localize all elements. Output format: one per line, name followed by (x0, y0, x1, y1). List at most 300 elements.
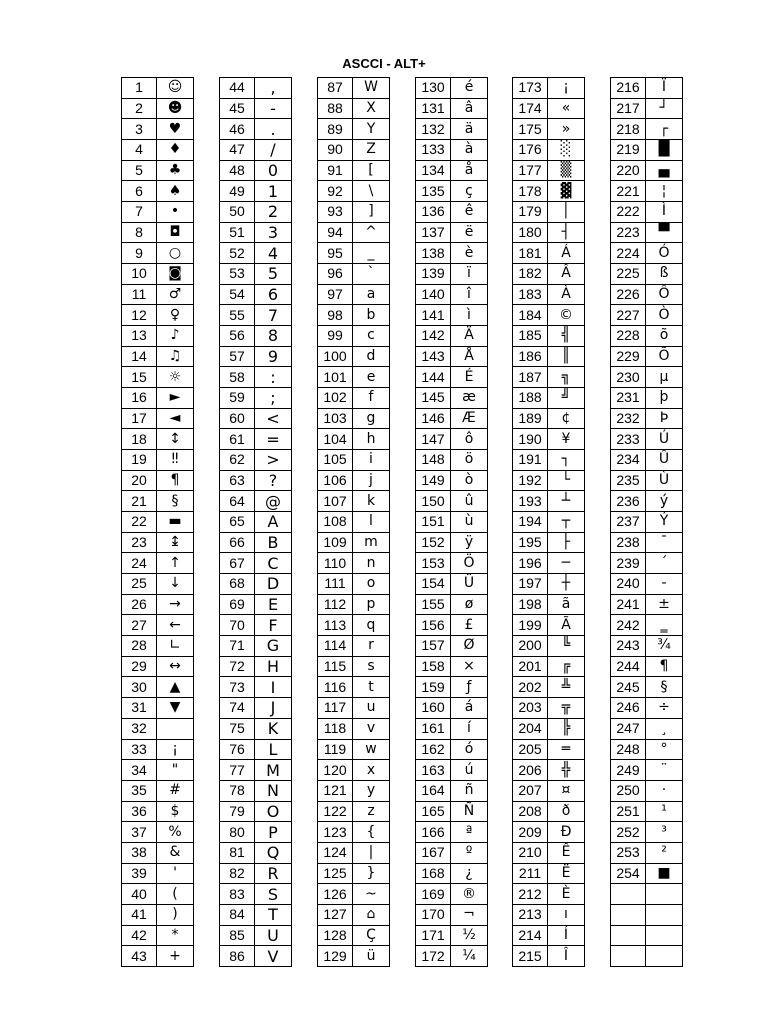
ascii-code-cell: 144 (416, 367, 451, 388)
ascii-char-cell: " (157, 760, 194, 781)
ascii-code-cell: 153 (416, 553, 451, 574)
ascii-char-cell: ⌂ (353, 904, 390, 925)
ascii-char-cell: █ (646, 140, 683, 161)
ascii-code-cell: 143 (416, 346, 451, 367)
ascii-char-cell: » (548, 119, 585, 140)
ascii-code-cell: 10 (122, 264, 157, 285)
table-row (318, 388, 390, 409)
table-row (513, 739, 585, 760)
ascii-code-cell: 125 (318, 863, 353, 884)
ascii-code-cell: 168 (416, 863, 451, 884)
ascii-char-cell: I (255, 677, 292, 698)
table-row (416, 326, 488, 347)
ascii-code-cell: 87 (318, 78, 353, 99)
ascii-code-cell: 113 (318, 615, 353, 636)
ascii-char-cell: Ç (353, 925, 390, 946)
page-title: ASCCI - ALT+ (342, 56, 426, 71)
ascii-code-cell: 81 (220, 842, 255, 863)
ascii-code-cell: 69 (220, 594, 255, 615)
table-row (611, 615, 683, 636)
table-row (220, 78, 292, 99)
table-row (611, 408, 683, 429)
ascii-char-cell: n (353, 553, 390, 574)
ascii-code-cell: 163 (416, 760, 451, 781)
ascii-code-cell: 52 (220, 243, 255, 264)
ascii-char-cell: : (255, 367, 292, 388)
ascii-char-cell: k (353, 491, 390, 512)
table-row (513, 904, 585, 925)
table-row (416, 863, 488, 884)
ascii-char-cell: ? (255, 470, 292, 491)
table-row (416, 532, 488, 553)
ascii-code-cell: 13 (122, 326, 157, 347)
table-row (122, 574, 194, 595)
ascii-code-cell: 54 (220, 284, 255, 305)
ascii-char-cell: ] (353, 202, 390, 223)
ascii-char-cell: Ï (646, 78, 683, 99)
ascii-code-cell: 78 (220, 780, 255, 801)
ascii-code-cell: 33 (122, 739, 157, 760)
table-row (611, 388, 683, 409)
ascii-char-cell: # (157, 780, 194, 801)
ascii-code-cell: 232 (611, 408, 646, 429)
ascii-code-cell: 222 (611, 202, 646, 223)
ascii-code-cell: 169 (416, 884, 451, 905)
ascii-code-cell: 31 (122, 698, 157, 719)
ascii-code-cell: 117 (318, 698, 353, 719)
ascii-char-cell: § (157, 491, 194, 512)
ascii-code-cell: 152 (416, 532, 451, 553)
ascii-code-cell: 65 (220, 512, 255, 533)
ascii-code-cell: 204 (513, 718, 548, 739)
ascii-char-cell: ê (451, 202, 488, 223)
ascii-char-cell: Û (646, 450, 683, 471)
table-row (220, 904, 292, 925)
table-row (416, 904, 488, 925)
ascii-char-cell: t (353, 677, 390, 698)
ascii-char-cell (157, 718, 194, 739)
table-row (318, 760, 390, 781)
ascii-code-cell: 250 (611, 780, 646, 801)
table-row (220, 863, 292, 884)
ascii-char-cell: > (255, 450, 292, 471)
ascii-code-cell: 101 (318, 367, 353, 388)
ascii-char-cell: Ñ (451, 801, 488, 822)
table-row (513, 78, 585, 99)
ascii-code-cell: 2 (122, 98, 157, 119)
ascii-char-cell: ├ (548, 532, 585, 553)
table-row (611, 574, 683, 595)
ascii-char-cell: y (353, 780, 390, 801)
ascii-char-cell: \ (353, 181, 390, 202)
table-row (122, 801, 194, 822)
table-row (220, 760, 292, 781)
table-row (416, 264, 488, 285)
ascii-char-cell: i (353, 450, 390, 471)
ascii-code-cell: 66 (220, 532, 255, 553)
table-row (318, 491, 390, 512)
ascii-char-cell: ð (548, 801, 585, 822)
ascii-code-cell: 9 (122, 243, 157, 264)
ascii-char-cell: | (353, 842, 390, 863)
table-row (513, 98, 585, 119)
ascii-code-cell: 145 (416, 388, 451, 409)
table-row (220, 739, 292, 760)
ascii-char-cell: × (451, 656, 488, 677)
ascii-char-cell: ♠ (157, 181, 194, 202)
ascii-code-cell: 132 (416, 119, 451, 140)
ascii-code-cell: 181 (513, 243, 548, 264)
ascii-char-cell: ♫ (157, 346, 194, 367)
ascii-char-cell: ª (451, 822, 488, 843)
table-row (513, 656, 585, 677)
ascii-code-cell: 17 (122, 408, 157, 429)
table-row (318, 78, 390, 99)
ascii-code-cell: 77 (220, 760, 255, 781)
ascii-code-cell: 234 (611, 450, 646, 471)
table-row (513, 326, 585, 347)
table-row (318, 326, 390, 347)
table-row (416, 822, 488, 843)
table-row (318, 615, 390, 636)
ascii-char-cell: ☼ (157, 367, 194, 388)
table-row (122, 760, 194, 781)
table-row (513, 946, 585, 967)
ascii-code-cell: 246 (611, 698, 646, 719)
ascii-char-cell: ┼ (548, 574, 585, 595)
ascii-code-cell: 74 (220, 698, 255, 719)
ascii-char-cell: & (157, 842, 194, 863)
table-row (611, 636, 683, 657)
table-row (416, 491, 488, 512)
table-row (611, 119, 683, 140)
ascii-char-cell: g (353, 408, 390, 429)
ascii-char-cell: · (646, 780, 683, 801)
ascii-char-cell: þ (646, 388, 683, 409)
ascii-char-cell: _ (353, 243, 390, 264)
ascii-char-cell: ¹ (646, 801, 683, 822)
ascii-char-cell: Ó (646, 243, 683, 264)
ascii-code-cell: 247 (611, 718, 646, 739)
ascii-char-cell: E (255, 594, 292, 615)
ascii-char-cell (646, 925, 683, 946)
ascii-code-cell: 44 (220, 78, 255, 99)
ascii-char-cell: h (353, 429, 390, 450)
ascii-code-cell: 200 (513, 636, 548, 657)
ascii-char-cell: ó (451, 739, 488, 760)
ascii-code-cell: 128 (318, 925, 353, 946)
ascii-char-cell: ▀ (646, 222, 683, 243)
ascii-code-cell: 22 (122, 512, 157, 533)
table-row (513, 346, 585, 367)
ascii-code-cell: 88 (318, 98, 353, 119)
table-row (513, 222, 585, 243)
ascii-code-cell: 122 (318, 801, 353, 822)
ascii-code-cell: 160 (416, 698, 451, 719)
table-row (416, 698, 488, 719)
table-row (513, 801, 585, 822)
ascii-char-cell: ø (451, 594, 488, 615)
ascii-char-cell: ◄ (157, 408, 194, 429)
ascii-char-cell: ï (451, 264, 488, 285)
table-row (513, 367, 585, 388)
table-row (513, 718, 585, 739)
ascii-code-cell: 171 (416, 925, 451, 946)
ascii-char-cell: ╬ (548, 760, 585, 781)
table-row (513, 780, 585, 801)
table-row (513, 388, 585, 409)
table-row (611, 222, 683, 243)
ascii-char-cell: e (353, 367, 390, 388)
table-row (416, 760, 488, 781)
ascii-char-cell: ; (255, 388, 292, 409)
ascii-char-cell: å (451, 160, 488, 181)
table-row (122, 429, 194, 450)
ascii-code-cell: 216 (611, 78, 646, 99)
table-row (513, 594, 585, 615)
table-row (513, 140, 585, 161)
table-row (318, 512, 390, 533)
ascii-code-cell (611, 904, 646, 925)
table-row (220, 243, 292, 264)
ascii-char-cell: á (451, 698, 488, 719)
ascii-code-cell: 193 (513, 491, 548, 512)
ascii-code-cell: 248 (611, 739, 646, 760)
table-row (513, 884, 585, 905)
ascii-code-cell: 60 (220, 408, 255, 429)
ascii-char-cell: Ë (548, 863, 585, 884)
table-row (416, 801, 488, 822)
ascii-char-cell: S (255, 884, 292, 905)
ascii-code-cell: 252 (611, 822, 646, 843)
table-row (318, 884, 390, 905)
table-row (611, 780, 683, 801)
ascii-code-cell: 157 (416, 636, 451, 657)
ascii-char-cell: → (157, 594, 194, 615)
ascii-char-cell: q (353, 615, 390, 636)
ascii-char-cell: Í (548, 925, 585, 946)
table-row (513, 243, 585, 264)
table-row (611, 346, 683, 367)
ascii-code-cell: 26 (122, 594, 157, 615)
table-row (122, 698, 194, 719)
ascii-char-cell: ► (157, 388, 194, 409)
table-row (122, 594, 194, 615)
table-row (122, 636, 194, 657)
table-row (318, 574, 390, 595)
ascii-char-cell: ^ (353, 222, 390, 243)
table-row (416, 450, 488, 471)
ascii-code-cell: 112 (318, 594, 353, 615)
ascii-char-cell: Y (353, 119, 390, 140)
ascii-code-cell: 64 (220, 491, 255, 512)
ascii-char-cell: ╝ (548, 388, 585, 409)
ascii-char-cell: @ (255, 491, 292, 512)
table-row (513, 760, 585, 781)
table-row (318, 925, 390, 946)
ascii-char-cell: z (353, 801, 390, 822)
ascii-char-cell: ☻ (157, 98, 194, 119)
ascii-char-cell (646, 884, 683, 905)
ascii-code-cell: 207 (513, 780, 548, 801)
ascii-code-cell: 188 (513, 388, 548, 409)
ascii-code-cell (611, 925, 646, 946)
ascii-char-cell: à (451, 140, 488, 161)
ascii-char-cell: ÷ (646, 698, 683, 719)
ascii-code-cell: 43 (122, 946, 157, 967)
table-row (122, 367, 194, 388)
ascii-code-cell: 127 (318, 904, 353, 925)
ascii-code-cell: 213 (513, 904, 548, 925)
table-row (220, 98, 292, 119)
ascii-char-cell: ë (451, 222, 488, 243)
ascii-code-cell: 228 (611, 326, 646, 347)
table-row (416, 305, 488, 326)
ascii-code-cell: 90 (318, 140, 353, 161)
table-row (318, 202, 390, 223)
ascii-column-3 (317, 77, 390, 967)
ascii-code-cell: 235 (611, 470, 646, 491)
table-row (122, 346, 194, 367)
ascii-char-cell: Z (353, 140, 390, 161)
ascii-char-cell: ♦ (157, 140, 194, 161)
ascii-char-cell: ╩ (548, 677, 585, 698)
ascii-char-cell: └ (548, 470, 585, 491)
ascii-char-cell: 0 (255, 160, 292, 181)
ascii-char-cell: ─ (548, 553, 585, 574)
ascii-char-cell (646, 946, 683, 967)
table-row (122, 946, 194, 967)
table-row (318, 243, 390, 264)
table-row (318, 470, 390, 491)
ascii-code-cell: 191 (513, 450, 548, 471)
ascii-char-cell: p (353, 594, 390, 615)
ascii-code-cell: 142 (416, 326, 451, 347)
ascii-char-cell: U (255, 925, 292, 946)
ascii-code-cell: 194 (513, 512, 548, 533)
ascii-code-cell: 12 (122, 305, 157, 326)
table-row (220, 656, 292, 677)
ascii-code-cell: 20 (122, 470, 157, 491)
ascii-code-cell: 238 (611, 532, 646, 553)
ascii-code-cell: 37 (122, 822, 157, 843)
table-row (122, 925, 194, 946)
ascii-code-cell: 138 (416, 243, 451, 264)
ascii-char-cell: ← (157, 615, 194, 636)
ascii-code-cell: 179 (513, 202, 548, 223)
ascii-char-cell: ƒ (451, 677, 488, 698)
table-row (416, 512, 488, 533)
table-row (611, 863, 683, 884)
table-row (611, 760, 683, 781)
table-row (513, 429, 585, 450)
ascii-code-cell: 230 (611, 367, 646, 388)
ascii-code-cell: 225 (611, 264, 646, 285)
ascii-char-cell: ý (646, 491, 683, 512)
table-row (416, 367, 488, 388)
table-row (611, 450, 683, 471)
ascii-char-cell: ¸ (646, 718, 683, 739)
table-row (220, 119, 292, 140)
ascii-char-cell: = (255, 429, 292, 450)
ascii-char-cell: í (451, 718, 488, 739)
ascii-code-cell: 108 (318, 512, 353, 533)
table-row (513, 925, 585, 946)
ascii-char-cell: ║ (548, 346, 585, 367)
ascii-char-cell: │ (548, 202, 585, 223)
ascii-char-cell: ¶ (646, 656, 683, 677)
ascii-char-cell: f (353, 388, 390, 409)
ascii-code-cell: 111 (318, 574, 353, 595)
ascii-code-cell: 217 (611, 98, 646, 119)
table-row (513, 512, 585, 533)
ascii-char-cell: Ò (646, 305, 683, 326)
ascii-char-cell: ® (451, 884, 488, 905)
ascii-code-cell: 177 (513, 160, 548, 181)
table-row (416, 594, 488, 615)
ascii-char-cell: . (255, 119, 292, 140)
ascii-char-cell: ▼ (157, 698, 194, 719)
table-row (220, 140, 292, 161)
ascii-code-cell: 240 (611, 574, 646, 595)
ascii-char-cell: u (353, 698, 390, 719)
table-row (416, 636, 488, 657)
table-row (416, 202, 488, 223)
ascii-code-cell: 29 (122, 656, 157, 677)
ascii-char-cell: ▬ (157, 512, 194, 533)
table-row (318, 677, 390, 698)
ascii-char-cell: v (353, 718, 390, 739)
table-row (318, 946, 390, 967)
ascii-code-cell: 239 (611, 553, 646, 574)
ascii-code-cell: 219 (611, 140, 646, 161)
ascii-char-cell: ↓ (157, 574, 194, 595)
ascii-code-cell: 249 (611, 760, 646, 781)
ascii-char-cell: Á (548, 243, 585, 264)
table-row (416, 140, 488, 161)
ascii-code-cell: 68 (220, 574, 255, 595)
ascii-code-cell (611, 884, 646, 905)
table-row (416, 181, 488, 202)
ascii-char-cell: ´ (646, 553, 683, 574)
table-row (611, 491, 683, 512)
table-row (220, 367, 292, 388)
table-row (611, 284, 683, 305)
ascii-code-cell: 220 (611, 160, 646, 181)
table-row (122, 491, 194, 512)
ascii-char-cell: ` (353, 264, 390, 285)
table-row (318, 367, 390, 388)
table-row (220, 636, 292, 657)
ascii-code-cell: 202 (513, 677, 548, 698)
table-row (611, 739, 683, 760)
table-row (318, 160, 390, 181)
ascii-code-cell: 164 (416, 780, 451, 801)
ascii-char-cell: s (353, 656, 390, 677)
table-row (122, 450, 194, 471)
ascii-column-5 (512, 77, 585, 967)
ascii-char-cell: û (451, 491, 488, 512)
ascii-code-cell: 62 (220, 450, 255, 471)
ascii-code-cell: 149 (416, 470, 451, 491)
table-row (513, 532, 585, 553)
table-row (220, 450, 292, 471)
table-row (220, 491, 292, 512)
ascii-char-cell: ¯ (646, 532, 683, 553)
table-row (318, 532, 390, 553)
ascii-char-cell: Ô (646, 284, 683, 305)
ascii-char-cell: Ú (646, 429, 683, 450)
